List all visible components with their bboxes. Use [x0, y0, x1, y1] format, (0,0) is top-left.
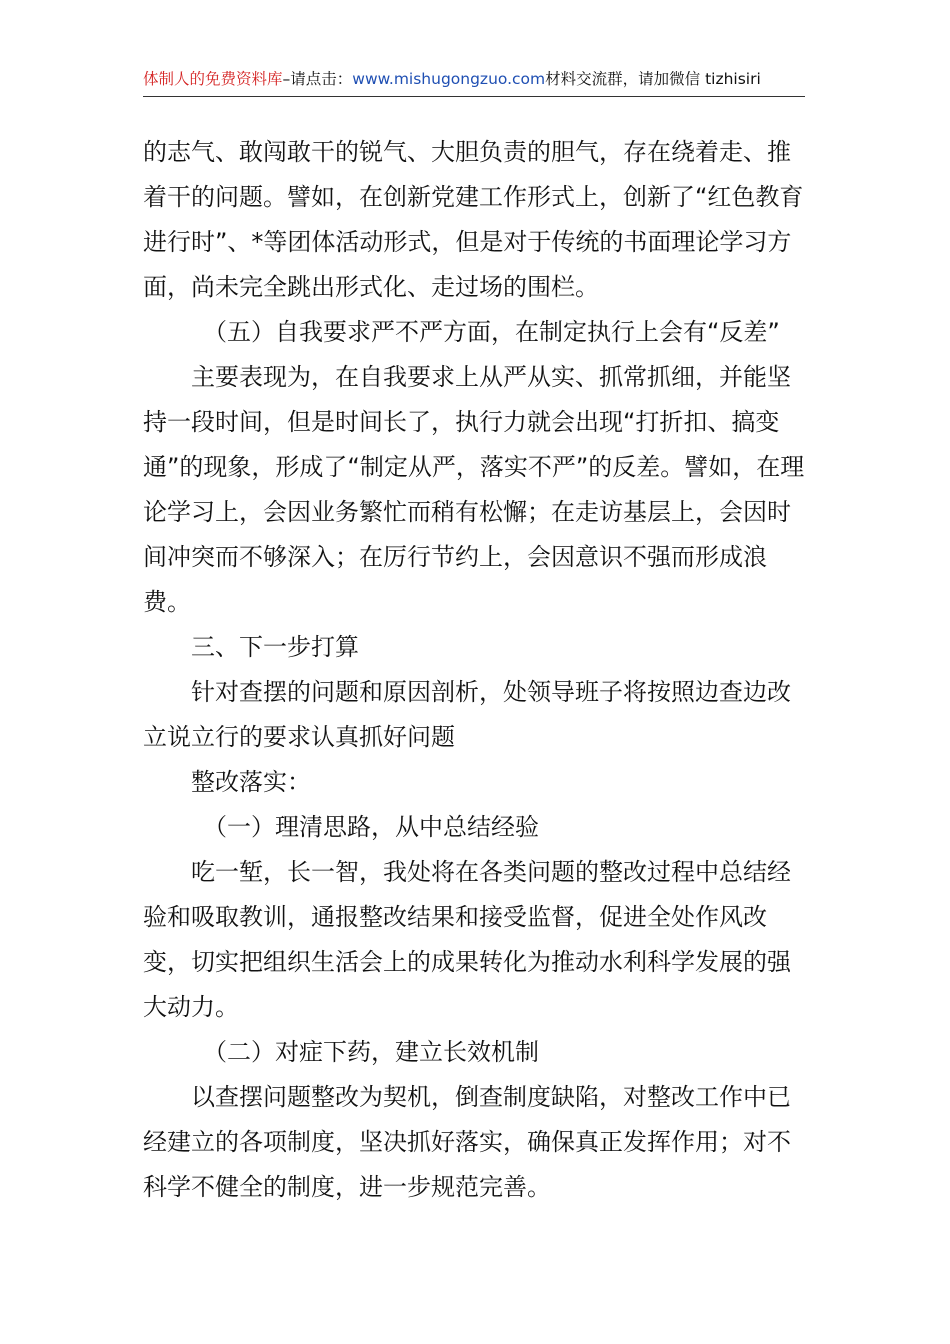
paragraph-continuation: 的志气、敢闯敢干的锐气、大胆负责的胆气，存在绕着走、推着干的问题。譬如，在创新党建工作形式上，创新了“红色教育进行时”、*等团体活动形式，但是对于传统的书面理论学习方面，尚未完全跳出形式化、走过场的围栏。: [143, 138, 804, 301]
header-separator: –请点击：: [282, 70, 353, 88]
header-contact-text: 材料交流群，请加微信 tizhisiri: [545, 70, 761, 88]
subheading-two: （二）对症下药，建立长效机制: [203, 1038, 539, 1066]
subheading-one: （一）理清思路，从中总结经验: [203, 813, 539, 841]
document-body: [143, 130, 807, 1210]
header-url-link[interactable]: www.mishugongzuo.com: [352, 70, 546, 88]
section-heading-three: 三、下一步打算: [191, 633, 359, 661]
paragraph: 针对查摆的问题和原因剖析，处领导班子将按照边查边改立说立行的要求认真抓好问题: [143, 678, 791, 751]
subheading-five: （五）自我要求严不严方面，在制定执行上会有“反差”: [203, 318, 780, 346]
paragraph: 以查摆问题整改为契机，倒查制度缺陷，对整改工作中已经建立的各项制度，坚决抓好落实，确保真正发挥作用；对不科学不健全的制度，进一步规范完善。: [143, 1083, 791, 1201]
paragraph: 主要表现为，在自我要求上从严从实、抓常抓细，并能坚持一段时间，但是时间长了，执行力就会出现“打折扣、搞变通”的现象，形成了“制定从严，落实不严”的反差。譬如，在理论学习上，会因业务繁忙而稍有松懈；在走访基层上，会因时间冲突而不够深入；在厉行节约上，会因意识不强而形成浪费。: [143, 363, 805, 616]
header-brand: 体制人的免费资料库: [143, 70, 283, 88]
paragraph: 吃一堑，长一智，我处将在各类问题的整改过程中总结经验和吸取教训，通报整改结果和接受监督，促进全处作风改变，切实把组织生活会上的成果转化为推动水利科学发展的强大动力。: [143, 858, 791, 1021]
page-header: [143, 62, 805, 97]
paragraph: 整改落实：: [191, 768, 311, 796]
